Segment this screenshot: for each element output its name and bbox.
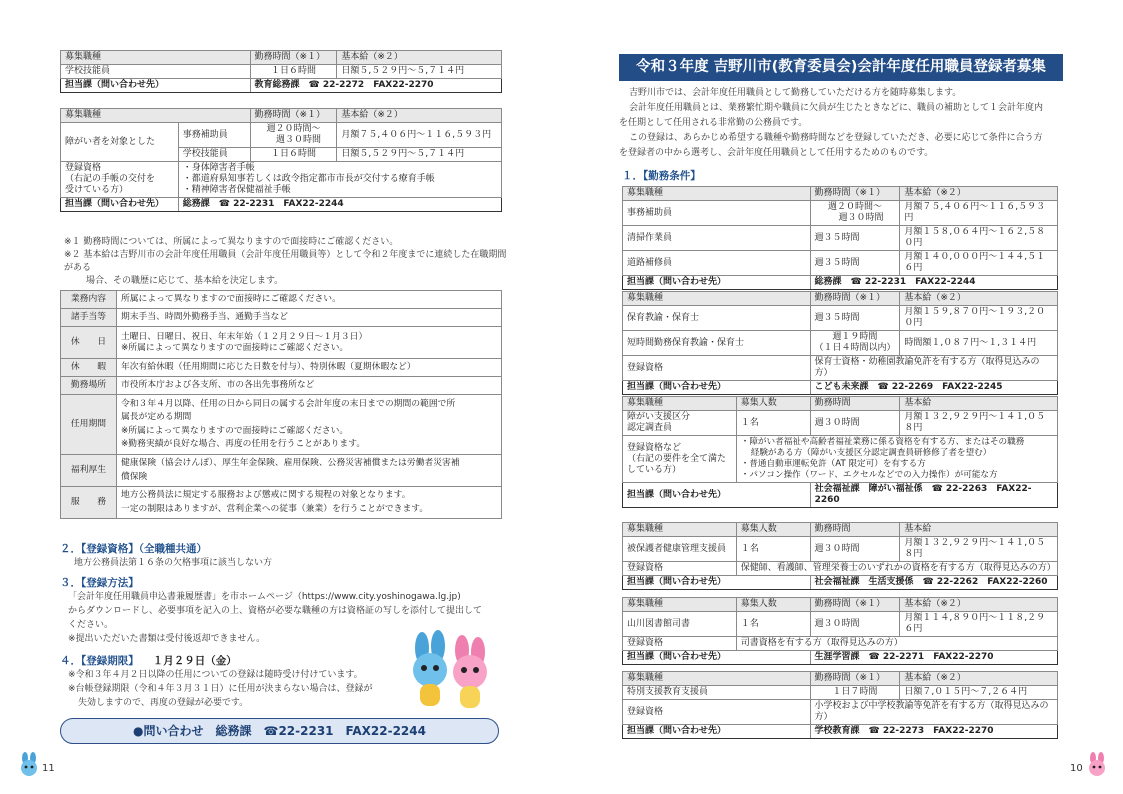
cell-job: 短時間勤務保育教諭・保育士 (623, 331, 811, 356)
qual-value: 司書資格を有する方（取得見込みの方） (736, 637, 1057, 651)
cond-label: 任用期間 (61, 395, 117, 455)
cond-value: 土曜日、日曜日、祝日、年末年始（１２月２９日～１月３日） ※所属によって異なりますので面接時にご確認ください。 (116, 327, 501, 359)
section-4-text: ※令和３年４月２日以降の任用についての登録は随時受け付けています。 ※台帳登録期限（令和４年３月３１日）に任用が決まらない場合は、登録が 失効しますので、再度の登録が必要です。 (68, 670, 373, 708)
header-pay: 基本給（※２） (337, 51, 502, 65)
header-hours: 勤務時間 (810, 523, 900, 537)
cell-pay: 月額１５９,８７０円～１９３,２００円 (900, 306, 1058, 331)
cell-count: １名 (736, 537, 810, 562)
cell-job: 学校技能員 (61, 65, 251, 79)
cell-hours: 週１９時間 （１日４時間以内） (810, 331, 900, 356)
header-pay: 基本給 (900, 523, 1058, 537)
header-hours: 勤務時間（※１） (250, 51, 337, 65)
page-number: 11 (42, 763, 55, 774)
header-job: 募集職種 (623, 598, 737, 612)
page-number-right: 10 (1070, 763, 1083, 774)
header-pay: 基本給（※２） (900, 187, 1058, 201)
cell-hours: 週３５時間 (810, 226, 900, 251)
contact-value: 総務課 ☎ 22-2231 FAX22-2244 (178, 198, 501, 212)
cell-job: 道路補修員 (623, 251, 811, 276)
header-count: 募集人数 (736, 598, 810, 612)
cond-value: 地方公務員法に規定する服務および懲戒に関する規程の対象となります。 一定の制限はありますが、営利企業への従事（兼業）を行うことができます。 (116, 487, 501, 519)
cond-value: 期末手当、時間外勤務手当、通勤手当など (116, 309, 501, 327)
section-3-text: 「会計年度任用職員申込書兼履歴書」を市ホームページ（https://www.city.yoshinogawa.lg.jp) からダウンロードし、必要事項を記入の上、資格が必要な職種の方は資格証の写しを添付して提出して ください。 ※提出いただいた書類は受付後返却できません。 (68, 592, 483, 644)
header-job: 募集職種 (623, 187, 811, 201)
contact-value: 学校教育課 ☎ 22-2273 FAX22-2270 (810, 725, 1057, 739)
cond-label: 業務内容 (61, 291, 117, 309)
cell-pay: 月額１３２,９２９円～１４１,０５８円 (900, 537, 1058, 562)
contact-value: 社会福祉課 障がい福祉係 ☎ 22-2263 FAX22-2260 (810, 483, 1057, 508)
header-hours: 勤務時間（※１） (810, 292, 900, 306)
cond-value: 健康保険（協会けんぽ）、厚生年金保険、雇用保険、公務災害補償または労働者災害補 償保険 (116, 455, 501, 487)
header-pay: 基本給（※２） (900, 598, 1058, 612)
qual-label: 登録資格 （右記の手帳の交付を 受けている方） (61, 162, 179, 198)
qual-value: 保健師、看護師、管理栄養士のいずれかの資格を有する方（取得見込みの方） (736, 562, 1057, 576)
cell-hours: 週３５時間 (810, 306, 900, 331)
header-count: 募集人数 (736, 397, 810, 411)
table-disability (60, 108, 502, 212)
mascot-pair-icon (392, 628, 504, 714)
page-title: 令和３年度 吉野川市(教育委員会)会計年度任用職員登録者募集 (619, 54, 1063, 81)
cell-hours: 週２０時間～ 週３０時間 (250, 123, 337, 148)
cond-label: 諸手当等 (61, 309, 117, 327)
contact-label: 担当課（問い合わせ先） (61, 198, 179, 212)
mascot-icon (1084, 752, 1110, 778)
cell-pay: 月額１５８,０６４円～１６２,５８０円 (900, 226, 1058, 251)
cell-hours: １日６時間 (250, 148, 337, 162)
section-2-text: 地方公務員法第１６条の欠格事項に該当しない方 (74, 558, 273, 568)
qual-label: 登録資格 (623, 562, 737, 576)
cell-hours: 週３０時間 (810, 612, 900, 637)
cell-hours: 週３０時間 (810, 537, 900, 562)
cell-job: 事務補助員 (178, 123, 250, 148)
cell-job: 被保護者健康管理支援員 (623, 537, 737, 562)
cond-label: 休 暇 (61, 359, 117, 377)
cell-job: 保育教諭・保育士 (623, 306, 811, 331)
group-label: 障がい者を対象とした (61, 123, 179, 162)
section-4-title: ４．【登録期限】 １月２９日（金） (60, 655, 237, 667)
cell-job: 特別支援教育支援員 (623, 686, 811, 700)
section-2-title: ２．【登録資格】（全職種共通） (60, 543, 207, 555)
header-job: 募集職種 (623, 523, 737, 537)
contact-label: 担当課（問い合わせ先） (623, 651, 811, 665)
cond-label: 勤務場所 (61, 377, 117, 395)
cell-pay: 月額７５,４０６円～１１６,５９３円 (900, 201, 1058, 226)
header-hours: 勤務時間（※１） (810, 672, 900, 686)
header-count: 募集人数 (736, 523, 810, 537)
header-hours: 勤務時間（※１） (810, 187, 900, 201)
cell-pay: 月額１１４,８９０円～１１８,２９６円 (900, 612, 1058, 637)
cell-job: 清掃作業員 (623, 226, 811, 251)
table-library (622, 597, 1058, 665)
header-job: 募集職種 (623, 672, 811, 686)
header-job: 募集職種 (623, 397, 737, 411)
qual-label: 登録資格 (623, 356, 811, 381)
header-hours: 勤務時間（※１） (810, 598, 900, 612)
table-school-tech (60, 50, 502, 93)
header-job: 募集職種 (61, 109, 251, 123)
cell-hours: 週２０時間～ 週３０時間 (810, 201, 900, 226)
cond-label: 福利厚生 (61, 455, 117, 487)
cell-hours: 週３０時間 (810, 411, 900, 436)
qual-value: 小学校および中学校教諭等免許を有する方（取得見込みの方） (810, 700, 1057, 725)
contact-label: 担当課（問い合わせ先） (623, 483, 811, 508)
qual-items: ・障がい者福祉や高齢者福祉業務に係る資格を有する方、またはその職務 経験がある方（障がい支援区分認定調査員研修修了者を望む） ・普通自動車運転免許（AT 限定可）を有する方 ・パソコン操作（ワード、エクセルなどでの入力操作）が可能な方 (736, 436, 1057, 483)
header-pay: 基本給（※２） (337, 109, 502, 123)
cell-pay: 日額５,５２９円～５,７１４円 (337, 148, 502, 162)
cell-pay: 月額１４０,０００円～１４４,５１６円 (900, 251, 1058, 276)
footnotes: ※１ 勤務時間については、所属によって異なりますので面接時にご確認ください。 ※２ 基本給は吉野川市の会計年度任用職員（会計年度任用職員等）として令和２年度までに連続した在職期間がある 場合、その職歴に応じて、基本給を決定します。 (64, 237, 507, 286)
left-page (0, 0, 560, 794)
cell-hours: １日７時間 (810, 686, 900, 700)
contact-pill: ●問い合わせ 総務課 ☎22-2231 FAX22-2244 (60, 718, 499, 744)
header-pay: 基本給（※２） (900, 292, 1058, 306)
table-welfare (622, 522, 1058, 590)
intro-text: 吉野川市では、会計年度任用職員として勤務していただける方を随時募集します。 会計年度任用職員とは、業務繁忙期や職員に欠員が生じたときなどに、職員の補助として１会計年度内 を任期として任用される非常勤の公務員です。 この登録は、あらかじめ希望する職種や勤務時間などを登録していただき、必要に応じて条件に合う方 を登録者の中から選考し、会計年度任用職員として任用するためのものです。 (619, 88, 1044, 158)
cond-label: 服 務 (61, 487, 117, 519)
contact-label: 担当課（問い合わせ先） (61, 79, 251, 93)
cell-job: 事務補助員 (623, 201, 811, 226)
contact-value: 総務課 ☎ 22-2231 FAX22-2244 (810, 276, 1057, 290)
qual-label: 登録資格 (623, 700, 811, 725)
contact-label: 担当課（問い合わせ先） (623, 381, 811, 395)
cond-value: 市役所本庁および各支所、市の各出先事務所など (116, 377, 501, 395)
table-conditions (60, 290, 502, 519)
table-special-support (622, 671, 1058, 739)
header-hours: 勤務時間（※１） (250, 109, 337, 123)
header-hours: 勤務時間 (810, 397, 900, 411)
contact-label: 担当課（問い合わせ先） (623, 576, 811, 590)
header-job: 募集職種 (623, 292, 811, 306)
cell-pay: 時間額１,０８７円～１,３１４円 (900, 331, 1058, 356)
contact-label: 担当課（問い合わせ先） (623, 725, 811, 739)
mascot-icon (16, 752, 42, 778)
cell-job: 山川図書館司書 (623, 612, 737, 637)
qual-items: ・身体障害者手帳 ・都道府県知事若しくは政令指定都市市長が交付する療育手帳 ・精神障害者保健福祉手帳 (178, 162, 501, 198)
cond-value: 所属によって異なりますので面接時にご確認ください。 (116, 291, 501, 309)
cell-count: １名 (736, 411, 810, 436)
cell-hours: １日６時間 (250, 65, 337, 79)
contact-value: こども未来課 ☎ 22-2269 FAX22-2245 (810, 381, 1057, 395)
qual-label: 登録資格 (623, 637, 737, 651)
cell-count: １名 (736, 612, 810, 637)
cell-job: 学校技能員 (178, 148, 250, 162)
header-pay: 基本給 (900, 397, 1058, 411)
cell-hours: 週３５時間 (810, 251, 900, 276)
table-childcare (622, 291, 1058, 395)
table-disability-support (622, 396, 1058, 508)
qual-label: 登録資格など （右記の要件を全て満た している方） (623, 436, 737, 483)
contact-label: 担当課（問い合わせ先） (623, 276, 811, 290)
table-general-affairs (622, 186, 1058, 290)
contact-value: 教育総務課 ☎ 22-2272 FAX22-2270 (250, 79, 501, 93)
cond-label: 休 日 (61, 327, 117, 359)
cell-pay: 日額５,５２９円～５,７１４円 (337, 65, 502, 79)
section-1-title: １．【勤務条件】 (622, 170, 701, 182)
cond-value: 令和３年４月以降、任用の日から同日の属する会計年度の末日までの期間の範囲で所 属長が定める期間 ※所属によって異なりますので面接時にご確認ください。 ※勤務実績が良好な場合、再度の任用を行うことがあります。 (116, 395, 501, 455)
qual-value: 保育士資格・幼稚園教諭免許を有する方（取得見込みの方） (810, 356, 1057, 381)
cell-job: 障がい支援区分 認定調査員 (623, 411, 737, 436)
cell-pay: 月額７５,４０６円～１１６,５９３円 (337, 123, 502, 148)
header-job: 募集職種 (61, 51, 251, 65)
cell-pay: 月額１３２,９２９円～１４１,０５８円 (900, 411, 1058, 436)
cell-pay: 日額７,０１５円～７,２６４円 (900, 686, 1058, 700)
header-pay: 基本給（※２） (900, 672, 1058, 686)
section-3-title: ３．【登録方法】 (60, 577, 139, 589)
contact-value: 生涯学習課 ☎ 22-2271 FAX22-2270 (810, 651, 1057, 665)
contact-value: 社会福祉課 生活支援係 ☎ 22-2262 FAX22-2260 (810, 576, 1057, 590)
cond-value: 年次有給休暇（任用期間に応じた日数を付与）、特別休暇（夏期休暇など） (116, 359, 501, 377)
